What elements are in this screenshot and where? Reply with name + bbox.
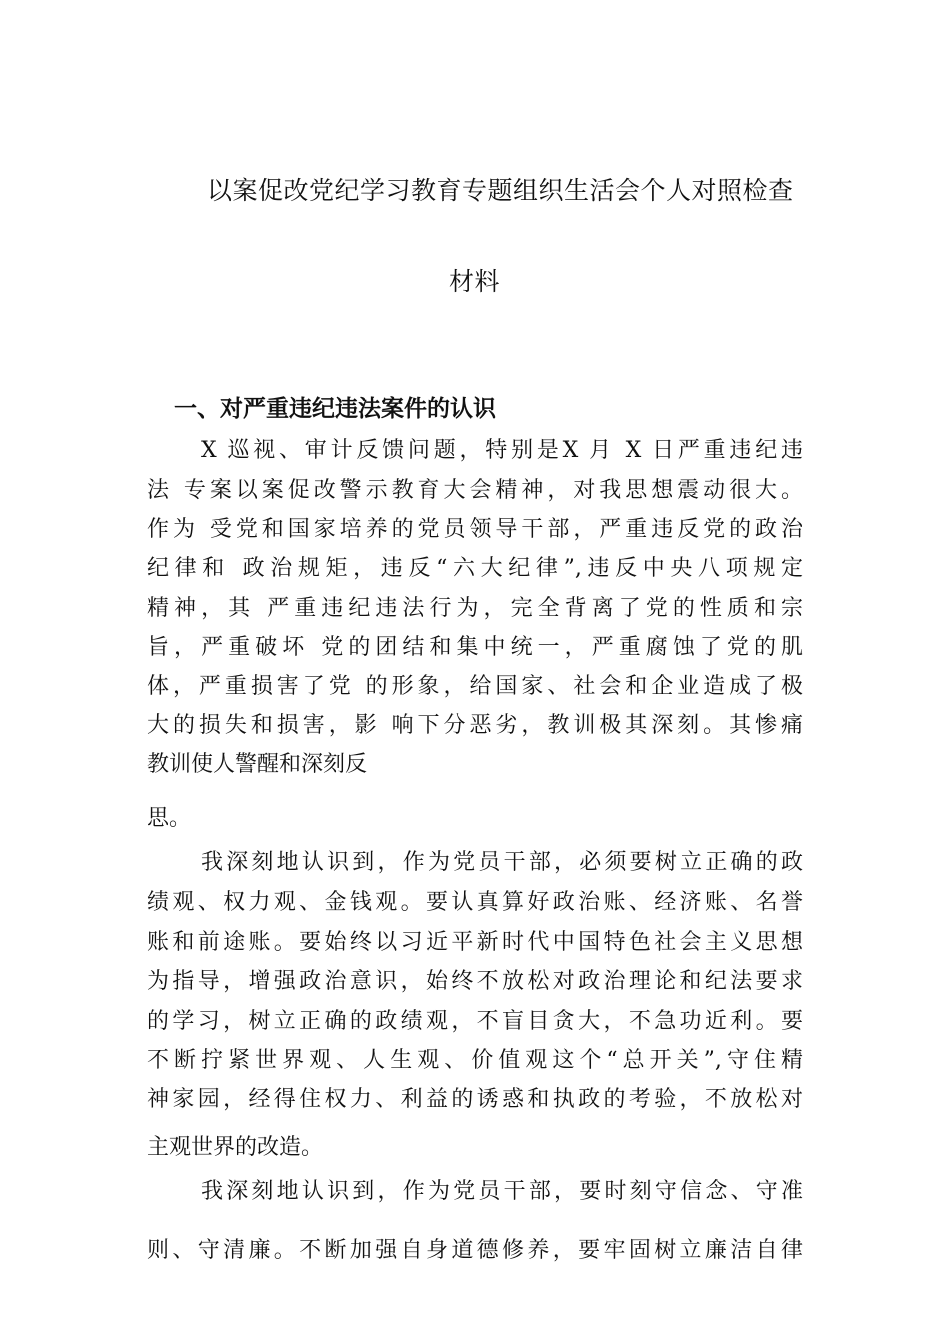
section-heading: 一、对严重违纪违法案件的认识 — [174, 396, 496, 422]
paragraph-line: 的学习，树立正确的政绩观，不盲目贪大，不急功近利。要 — [147, 1009, 803, 1034]
paragraph-line: 则、守清廉。不断加强自身道德修养，要牢固树立廉洁自律 — [147, 1238, 803, 1263]
paragraph-line: 旨，严重破坏 党的团结和集中统一，严重腐蚀了党的肌 — [147, 635, 803, 660]
paragraph-line: 教训使人警醒和深刻反 — [147, 752, 368, 777]
paragraph-line: 绩观、权力观、金钱观。要认真算好政治账、经济账、名誉 — [147, 890, 803, 915]
paragraph-line: 精神，其 严重违纪违法行为，完全背离了党的性质和宗 — [147, 596, 803, 621]
paragraph-line: 我深刻地认识到，作为党员干部，要时刻守信念、守准 — [201, 1179, 803, 1204]
paragraph-line: 大的损失和损害，影 响下分恶劣，教训极其深刻。其惨痛 — [147, 713, 803, 738]
paragraph-line: 神家园，经得住权力、利益的诱惑和执政的考验，不放松对 — [147, 1087, 803, 1112]
paragraph-line: 不断拧紧世界观、人生观、价值观这个“总开关”,守住精 — [147, 1048, 803, 1073]
paragraph-line: 我深刻地认识到，作为党员干部，必须要树立正确的政 — [201, 850, 803, 875]
paragraph-line: 作为 受党和国家培养的党员领导干部，严重违反党的政治 — [147, 517, 803, 542]
paragraph-line: 主观世界的改造。 — [147, 1135, 324, 1160]
paragraph-line: 体，严重损害了党 的形象，给国家、社会和企业造成了极 — [147, 674, 803, 699]
paragraph-line: 法 专案以案促改警示教育大会精神，对我思想震动很大。 — [147, 478, 803, 503]
paragraph-line: 为指导，增强政治意识，始终不放松对政治理论和纪法要求 — [147, 969, 803, 994]
paragraph-line: 纪律和 政治规矩，违反“六大纪律”,违反中央八项规定 — [147, 556, 803, 581]
document-title-line-1: 以案促改党纪学习教育专题组织生活会个人对照检查 — [207, 176, 794, 205]
document-title-line-2: 材料 — [449, 267, 501, 296]
paragraph-line: 思。 — [147, 806, 192, 831]
paragraph-line: 账和前途账。要始终以习近平新时代中国特色社会主义思想 — [147, 930, 803, 955]
paragraph-line: X 巡视、审计反馈问题，特别是X 月 X 日严重违纪违 — [201, 438, 803, 463]
